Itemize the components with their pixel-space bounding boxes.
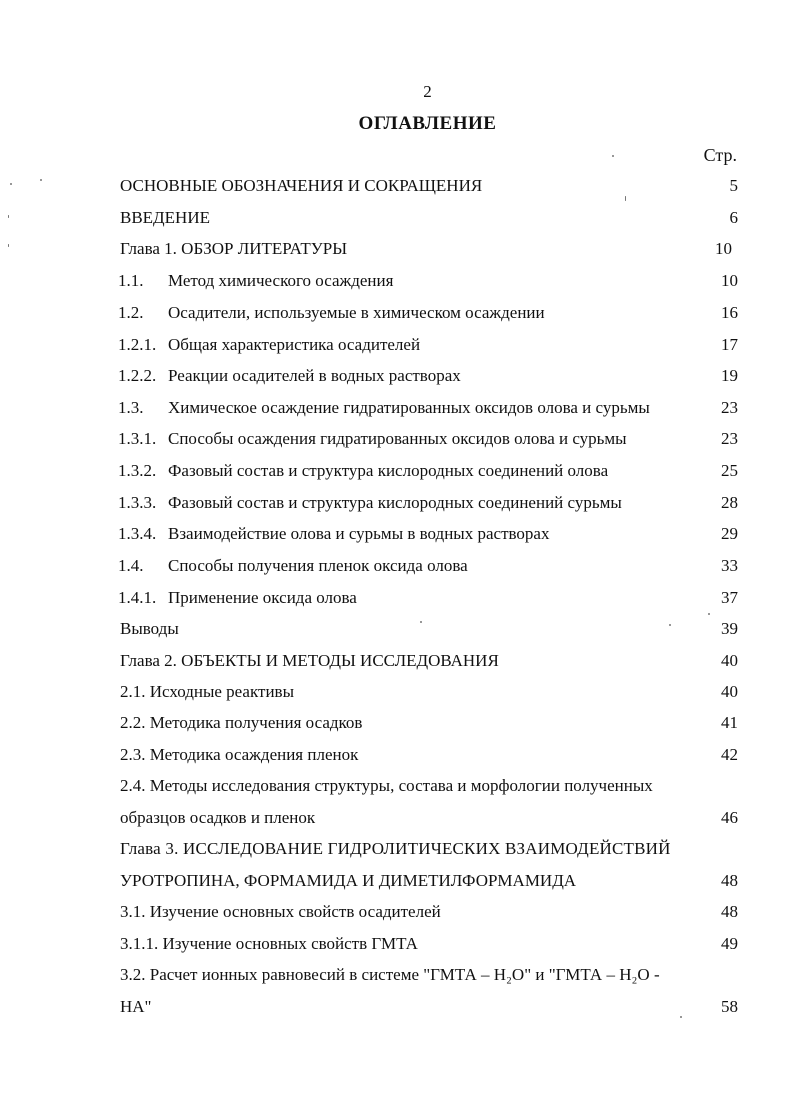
toc-entry-title: ОСНОВНЫЕ ОБОЗНАЧЕНИЯ И СОКРАЩЕНИЯ <box>120 176 483 195</box>
toc-entry-title: Взаимодействие олова и сурьмы в водных растворах <box>168 524 550 543</box>
toc-entry <box>118 206 738 230</box>
toc-entry-number: 1.1. <box>118 271 144 290</box>
toc-entry-page: 49 <box>721 934 738 953</box>
toc-entry-page: 41 <box>721 713 738 732</box>
toc-entry-page: 23 <box>721 398 738 417</box>
toc-entry-title: Реакции осадителей в водных растворах <box>168 366 461 385</box>
page-column-header: Стр. <box>703 145 737 165</box>
toc-entry-page: 28 <box>721 493 738 512</box>
toc-entry-title: Общая характеристика осадителей <box>168 335 421 354</box>
toc-entry-number: 1.3.4. <box>118 524 157 543</box>
scan-speck <box>420 621 422 623</box>
toc-entry <box>118 237 738 261</box>
toc-entry <box>118 427 738 451</box>
toc-entry-page: 19 <box>721 366 738 385</box>
toc-entry-title: Фазовый состав и структура кислородных соединений сурьмы <box>168 493 622 512</box>
toc-entry-title: 3.1. Изучение основных свойств осадителей <box>120 902 441 921</box>
scan-speck <box>669 624 671 626</box>
toc-entry <box>118 617 738 641</box>
toc-entry-page: 48 <box>721 902 738 921</box>
toc-entry-title: Глава 2. ОБЪЕКТЫ И МЕТОДЫ ИССЛЕДОВАНИЯ <box>120 651 499 670</box>
toc-entry <box>118 269 738 293</box>
toc-entry <box>118 333 738 357</box>
toc-entry-title: HA" <box>120 997 152 1016</box>
toc-entry-number: 1.3.2. <box>118 461 157 480</box>
toc-entry-page: 46 <box>721 808 738 827</box>
toc-entry-title: Осадители, используемые в химическом осаждении <box>168 303 545 322</box>
scan-speck <box>625 196 626 201</box>
toc-entry <box>118 459 738 483</box>
toc-entry-page: 17 <box>721 335 738 354</box>
toc-entry-page: 6 <box>729 208 738 227</box>
toc-entry-title: Способы осаждения гидратированных оксидов олова и сурьмы <box>168 429 627 448</box>
toc-entry <box>118 364 738 388</box>
toc-entry-page: 10 <box>721 271 738 290</box>
page-number: 2 <box>423 82 432 101</box>
toc-entry <box>118 174 738 198</box>
toc-entry <box>118 680 738 704</box>
toc-entry <box>118 932 738 956</box>
toc-entry <box>118 396 738 420</box>
toc-entry-title: Применение оксида олова <box>168 588 357 607</box>
toc-entry <box>118 806 738 830</box>
scan-speck <box>10 183 12 185</box>
toc-entry-title: Способы получения пленок оксида олова <box>168 556 468 575</box>
toc-entry-title: 2.4. Методы исследования структуры, состава и морфологии полученных <box>120 776 653 795</box>
toc-entry-title: Фазовый состав и структура кислородных соединений олова <box>168 461 609 480</box>
scan-speck <box>708 613 710 615</box>
toc-entry-page: 29 <box>721 524 738 543</box>
toc-entry <box>118 586 738 610</box>
toc-entry-page: 5 <box>729 176 738 195</box>
toc-entry-title: 2.2. Методика получения осадков <box>120 713 363 732</box>
toc-entry-page: 42 <box>721 745 738 764</box>
toc-entry-page: 40 <box>721 682 738 701</box>
toc-title: ОГЛАВЛЕНИЕ <box>358 113 497 134</box>
toc-entry-number: 1.2.1. <box>118 335 157 354</box>
toc-entry-number: 1.4. <box>118 556 144 575</box>
scan-speck <box>40 179 42 181</box>
toc-entry <box>118 774 738 798</box>
toc-entry-title: образцов осадков и пленок <box>120 808 316 827</box>
toc-entry <box>118 900 738 924</box>
toc-entry <box>118 554 738 578</box>
toc-entry-page: 10 <box>715 239 732 258</box>
toc-entry-title: 3.2. Расчет ионных равновесий в системе "ГМТА – H₂O" и "ГМТА – H₂O - <box>120 965 660 984</box>
toc-entry-title: Химическое осаждение гидратированных оксидов олова и сурьмы <box>168 398 650 417</box>
toc-entry-title: Глава 3. ИССЛЕДОВАНИЕ ГИДРОЛИТИЧЕСКИХ ВЗАИМОДЕЙСТВИЙ <box>120 839 671 858</box>
toc-entry <box>118 649 738 673</box>
toc-entry-title: УРОТРОПИНА, ФОРМАМИДА И ДИМЕТИЛФОРМАМИДА <box>120 871 577 890</box>
toc-entry <box>118 837 738 861</box>
toc-entry <box>118 743 738 767</box>
toc-entry-title: Метод химического осаждения <box>168 271 394 290</box>
toc-entry <box>118 963 738 987</box>
scan-speck <box>680 1016 682 1018</box>
toc-entry-page: 23 <box>721 429 738 448</box>
toc-entry-title: ВВЕДЕНИЕ <box>120 208 210 227</box>
toc-entry-number: 1.3.3. <box>118 493 157 512</box>
toc-entry-number: 1.2. <box>118 303 144 322</box>
toc-entry-page: 33 <box>721 556 738 575</box>
scan-speck <box>8 244 9 247</box>
toc-entry-title: 2.1. Исходные реактивы <box>120 682 294 701</box>
scan-speck <box>8 215 9 218</box>
toc-entry-page: 48 <box>721 871 738 890</box>
toc-entry <box>118 995 738 1019</box>
toc-entry-title: Выводы <box>120 619 179 638</box>
toc-entry-number: 1.3.1. <box>118 429 157 448</box>
scan-speck <box>612 155 614 157</box>
toc-entry-number: 1.2.2. <box>118 366 157 385</box>
toc-entry-page: 58 <box>721 997 738 1016</box>
toc-entry-page: 40 <box>721 651 738 670</box>
toc-entry <box>118 301 738 325</box>
toc-entry-page: 39 <box>721 619 738 638</box>
toc-entry-title: Глава 1. ОБЗОР ЛИТЕРАТУРЫ <box>120 239 348 258</box>
toc-entry <box>118 711 738 735</box>
toc-entry <box>118 491 738 515</box>
toc-entry-title: 3.1.1. Изучение основных свойств ГМТА <box>120 934 418 953</box>
toc-entry <box>118 522 738 546</box>
toc-entry-title: 2.3. Методика осаждения пленок <box>120 745 359 764</box>
toc-entry-page: 37 <box>721 588 738 607</box>
toc-entry <box>118 869 738 893</box>
toc-entry-page: 25 <box>721 461 738 480</box>
toc-entry-number: 1.3. <box>118 398 144 417</box>
toc-entry-number: 1.4.1. <box>118 588 157 607</box>
toc-entry-page: 16 <box>721 303 738 322</box>
